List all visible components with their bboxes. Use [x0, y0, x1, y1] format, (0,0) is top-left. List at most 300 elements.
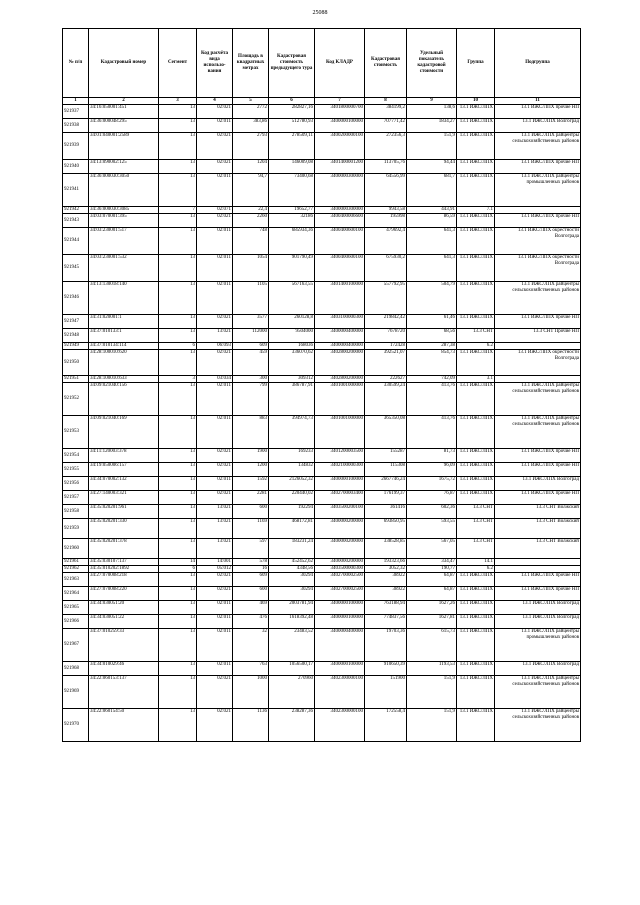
subgroup-cell: 13.3 СНТ Волжский [495, 505, 581, 519]
segment-cell: 13 [159, 119, 197, 133]
subgroup-cell: 13.1 ИЖС/ЛПХ Волгоград [495, 601, 581, 615]
subgroup-cell: 13.1 ИЖС/ЛПХ прочие НП [495, 449, 581, 463]
segment-cell: 7 [159, 207, 197, 214]
cadastral-cost-cell: 763188,94 [365, 601, 407, 615]
cadastral-cost-cell: 172428 [365, 343, 407, 350]
table-row [63, 566, 581, 573]
subgroup-cell: 13.1 ИЖС/ЛПХ райцентры сельскохозяйственных районов [495, 383, 581, 416]
group-cell: 13.1 ИЖС/ЛПХ [457, 315, 495, 329]
group-cell: 13.3 СНТ [457, 519, 495, 539]
usage-code-cell: 02:011 [197, 282, 233, 315]
subgroup-cell [495, 207, 581, 214]
previous-cost-cell: 270960 [269, 676, 315, 709]
column-number: 7 [315, 98, 365, 105]
subgroup-cell [495, 343, 581, 350]
row-id-cell: 921942 [63, 207, 89, 214]
previous-cost-cell: 238287,36 [269, 709, 315, 742]
specific-cost-cell: 742,09 [407, 376, 457, 383]
area-cell: 112000 [233, 329, 269, 343]
cadastral-cost-cell: 557792,95 [365, 282, 407, 315]
subgroup-cell [495, 559, 581, 566]
previous-cost-cell: 901790,49 [269, 255, 315, 282]
table-row [63, 615, 581, 629]
cadastral-cost-cell: 19703,36 [365, 629, 407, 662]
subgroup-cell: 13.1 ИЖС/ЛПХ прочие НП [495, 105, 581, 119]
row-id-cell: 921960 [63, 539, 89, 559]
usage-code-cell: 06:093 [197, 343, 233, 350]
area-cell: 2260 [233, 214, 269, 228]
row-id-cell: 921958 [63, 505, 89, 519]
specific-cost-cell: 76,87 [407, 491, 457, 505]
column-number: 11 [495, 98, 581, 105]
usage-code-cell: 02:011 [197, 629, 233, 662]
cadastral-cost-cell: 479692,4 [365, 228, 407, 255]
segment-cell: 13 [159, 416, 197, 449]
row-id-cell: 921959 [63, 519, 89, 539]
subgroup-cell: 13.1 ИЖС/ЛПХ окрестности Волгограда [495, 255, 581, 282]
row-id-cell: 921951 [63, 376, 89, 383]
subgroup-cell: 13.1 ИЖС/ЛПХ окрестности Волгограда [495, 350, 581, 376]
specific-cost-cell: 68,56 [407, 329, 457, 343]
table-row [63, 383, 581, 416]
kladr-code-cell: 3401200003500 [315, 449, 365, 463]
previous-cost-cell: 1618392,48 [269, 615, 315, 629]
row-id-cell: 921970 [63, 709, 89, 742]
cadastral-cost-cell: 675930,2 [365, 255, 407, 282]
group-cell: 13.1 ИЖС/ЛПХ [457, 105, 495, 119]
cadastral-cost-cell: 365350,08 [365, 416, 407, 449]
area-cell: 748 [233, 228, 269, 255]
header-cell: Группа [457, 29, 495, 98]
table-row [63, 160, 581, 174]
table-row [63, 282, 581, 315]
cadastral-number-cell: 34:27:070008:220 [89, 587, 159, 601]
area-cell: 469 [233, 601, 269, 615]
previous-cost-cell: 685934,36 [269, 228, 315, 255]
specific-cost-cell: 567,05 [407, 539, 457, 559]
specific-cost-cell: 86,59 [407, 214, 457, 228]
kladr-code-cell: 3402300000100 [315, 709, 365, 742]
cadastral-number-cell: 34:01:040001:2589 [89, 133, 159, 160]
cadastral-cost-cell: 176199,37 [365, 491, 407, 505]
specific-cost-cell: 1675,72 [407, 477, 457, 491]
usage-code-cell: 02:021 [197, 214, 233, 228]
segment-cell: 13 [159, 629, 197, 662]
row-id-cell: 921967 [63, 629, 89, 662]
previous-cost-cell: 168036 [269, 343, 315, 350]
previous-cost-cell: 183231,24 [269, 539, 315, 559]
column-number: 9 [407, 98, 457, 105]
specific-cost-cell: 334,47 [407, 559, 457, 566]
row-id-cell: 921952 [63, 383, 89, 416]
area-cell: 300 [233, 376, 269, 383]
specific-cost-cell: 138,6 [407, 105, 457, 119]
cadastral-number-cell: 34:35:020201:378 [89, 539, 159, 559]
subgroup-cell: 13.1 ИЖС/ЛПХ прочие НП [495, 214, 581, 228]
specific-cost-cell: 602,36 [407, 505, 457, 519]
cadastral-number-cell: 34:35:010202:1892 [89, 566, 159, 573]
row-id-cell: 921954 [63, 449, 89, 463]
cadastral-number-cell: 34:35:020201:330 [89, 519, 159, 539]
specific-cost-cell: 64,87 [407, 587, 457, 601]
segment-cell: 13 [159, 449, 197, 463]
previous-cost-cell: 309312 [269, 376, 315, 383]
specific-cost-cell: 81,73 [407, 449, 457, 463]
area-cell: 1900 [233, 449, 269, 463]
header-cell: Площадь в квадратных метрах [233, 29, 269, 98]
subgroup-cell: 13.1 ИЖС/ЛПХ окрестности Волгограда [495, 228, 581, 255]
group-cell: 13.1 ИЖС/ЛПХ [457, 629, 495, 662]
kladr-code-cell: 3401400001200 [315, 160, 365, 174]
previous-cost-cell: 32186 [269, 214, 315, 228]
table-row [63, 343, 581, 350]
cadastral-number-cell: 34:36:000030:3050 [89, 174, 159, 207]
group-cell: 13.1 ИЖС/ЛПХ [457, 282, 495, 315]
segment-cell: 13 [159, 315, 197, 329]
specific-cost-cell: 1627,81 [407, 615, 457, 629]
previous-cost-cell: 2126052,32 [269, 477, 315, 491]
row-id-cell: 921955 [63, 463, 89, 477]
segment-cell: 13 [159, 601, 197, 615]
subgroup-cell: 13.1 ИЖС/ЛПХ райцентры сельскохозяйственных районов [495, 133, 581, 160]
cadastral-number-cell: 34:03:230001:532 [89, 255, 159, 282]
area-cell: 3577 [233, 315, 269, 329]
previous-cost-cell: 386787,91 [269, 383, 315, 416]
segment-cell: 13 [159, 573, 197, 587]
kladr-code-cell: 3402100000300 [315, 463, 365, 477]
row-id-cell: 921961 [63, 559, 89, 566]
column-number: 6 [269, 98, 315, 105]
table-row [63, 119, 581, 133]
previous-cost-cell: 260128,8 [269, 315, 315, 329]
header-cell: Подгруппа [495, 29, 581, 98]
specific-cost-cell: 94,44 [407, 160, 457, 174]
table-row [63, 315, 581, 329]
table-row [63, 214, 581, 228]
specific-cost-cell: 593,55 [407, 519, 457, 539]
row-id-cell: 921937 [63, 105, 89, 119]
previous-cost-cell: 146009,08 [269, 160, 315, 174]
previous-cost-cell: 394974,73 [269, 416, 315, 449]
cadastral-cost-cell: 9943,58 [365, 207, 407, 214]
row-id-cell: 921945 [63, 255, 89, 282]
table-body [63, 105, 581, 742]
previous-cost-cell: 30294 [269, 587, 315, 601]
usage-code-cell: 02:011 [197, 662, 233, 676]
usage-code-cell: 02:021 [197, 133, 233, 160]
segment-cell: 13 [159, 463, 197, 477]
usage-code-cell: 02:011 [197, 174, 233, 207]
kladr-code-cell: 3403500000300 [315, 566, 365, 573]
subgroup-cell [495, 566, 581, 573]
area-cell: 1204 [233, 160, 269, 174]
cadastral-cost-cell: 64556,99 [365, 174, 407, 207]
subgroup-cell: 13.1 ИЖС/ЛПХ Волгоград [495, 477, 581, 491]
usage-code-cell: 02:021 [197, 463, 233, 477]
cadastral-number-cell: 34:37:010134:114 [89, 343, 159, 350]
usage-code-cell: 02:011 [197, 615, 233, 629]
previous-cost-cell: 4348,56 [269, 566, 315, 573]
usage-code-cell: 02:021 [197, 573, 233, 587]
usage-code-cell: 13:021 [197, 519, 233, 539]
column-number-row [63, 98, 581, 105]
table-row [63, 207, 581, 214]
specific-cost-cell: 413,76 [407, 383, 457, 416]
area-cell: 799 [233, 383, 269, 416]
kladr-code-cell: 3402300000100 [315, 676, 365, 709]
usage-code-cell: 02:021 [197, 350, 233, 376]
segment-cell: 13 [159, 709, 197, 742]
group-cell: 13.1 ИЖС/ЛПХ [457, 214, 495, 228]
previous-cost-cell: 336070,62 [269, 350, 315, 376]
area-cell: 1592 [233, 477, 269, 491]
subgroup-cell: 13.1 ИЖС/ЛПХ райцентры промышленных районов [495, 174, 581, 207]
specific-cost-cell: 96,09 [407, 463, 457, 477]
cadastral-number-cell: 34:03:070001:395 [89, 214, 159, 228]
cadastral-number-cell: 34:13:130018:140 [89, 282, 159, 315]
subgroup-cell: 13.1 ИЖС/ЛПХ прочие НП [495, 573, 581, 587]
segment-cell: 13 [159, 174, 197, 207]
cadastral-cost-cell: 774837,56 [365, 615, 407, 629]
table-row [63, 573, 581, 587]
previous-cost-cell: 134832 [269, 463, 315, 477]
usage-code-cell: 14:001 [197, 559, 233, 566]
area-cell: 1054 [233, 255, 269, 282]
cadastral-cost-cell: 384199,2 [365, 105, 407, 119]
cadastral-cost-cell: 38922 [365, 587, 407, 601]
row-id-cell: 921947 [63, 315, 89, 329]
specific-cost-cell: 190,77 [407, 566, 457, 573]
group-cell: 13.1 ИЖС/ЛПХ [457, 350, 495, 376]
usage-code-cell: 13:021 [197, 329, 233, 343]
row-id-cell: 921948 [63, 329, 89, 343]
subgroup-cell [495, 376, 581, 383]
subgroup-cell: 13.1 ИЖС/ЛПХ райцентры сельскохозяйственных районов [495, 416, 581, 449]
group-cell: 13.1 ИЖС/ЛПХ [457, 477, 495, 491]
row-id-cell: 921943 [63, 214, 89, 228]
previous-cost-cell: 169233 [269, 449, 315, 463]
header-cell: Удельный показатель кадастровой стоимости [407, 29, 457, 98]
subgroup-cell: 13.1 ИЖС/ЛПХ райцентры сельскохозяйственных районов [495, 676, 581, 709]
row-id-cell: 921963 [63, 573, 89, 587]
cadastral-cost-cell: 7678720 [365, 329, 407, 343]
row-id-cell: 921966 [63, 615, 89, 629]
cadastral-cost-cell: 392521,07 [365, 350, 407, 376]
segment-cell: 13 [159, 615, 197, 629]
table-row [63, 539, 581, 559]
usage-code-cell: 13:021 [197, 505, 233, 519]
segment-cell: 13 [159, 587, 197, 601]
table-row [63, 519, 581, 539]
area-cell: 94,7 [233, 174, 269, 207]
cadastral-cost-cell: 272356,3 [365, 133, 407, 160]
kladr-code-cell: 3400000400000 [315, 629, 365, 662]
previous-cost-cell: 452452,62 [269, 559, 315, 566]
area-cell: 597 [233, 539, 269, 559]
row-id-cell: 921940 [63, 160, 89, 174]
cadastral-number-cell: 34:37:010133:1 [89, 329, 159, 343]
previous-cost-cell: 1056500,17 [269, 662, 315, 676]
cadastral-number-cell: 34:28:100010:633 [89, 376, 159, 383]
kladr-code-cell: 3402800200000 [315, 350, 365, 376]
subgroup-cell: 13.1 ИЖС/ЛПХ прочие НП [495, 463, 581, 477]
specific-cost-cell: 413,76 [407, 416, 457, 449]
group-cell: 13.1 ИЖС/ЛПХ [457, 573, 495, 587]
subgroup-cell: 13.1 ИЖС/ЛПХ райцентры сельскохозяйственных районов [495, 709, 581, 742]
specific-cost-cell: 64,87 [407, 573, 457, 587]
usage-code-cell: 02:021 [197, 449, 233, 463]
kladr-code-cell: 3401400100000 [315, 282, 365, 315]
column-number: 1 [63, 98, 89, 105]
subgroup-cell: 13.1 ИЖС/ЛПХ райцентры промышленных районов [495, 629, 581, 662]
segment-cell: 14 [159, 559, 197, 566]
group-cell: 13.3 СНТ [457, 539, 495, 559]
group-cell: 13.1 ИЖС/ЛПХ [457, 587, 495, 601]
table-row [63, 133, 581, 160]
table-row [63, 416, 581, 449]
group-cell: 13.1 ИЖС/ЛПХ [457, 615, 495, 629]
header-cell: Сегмент [159, 29, 197, 98]
specific-cost-cell: 681,7 [407, 174, 457, 207]
group-cell: 13.1 ИЖС/ЛПХ [457, 449, 495, 463]
kladr-code-cell: 3401800000700 [315, 105, 365, 119]
cadastral-number-cell: 34:35:030107:137 [89, 559, 159, 566]
cadastral-cost-cell: 693850,95 [365, 519, 407, 539]
cadastral-cost-cell: 172558,4 [365, 709, 407, 742]
table-row [63, 559, 581, 566]
subgroup-cell: 13.1 ИЖС/ЛПХ прочие НП [495, 587, 581, 601]
column-number: 5 [233, 98, 269, 105]
subgroup-cell: 13.1 ИЖС/ЛПХ прочие НП [495, 491, 581, 505]
header-cell: Код КЛАДР [315, 29, 365, 98]
segment-cell: 13 [159, 519, 197, 539]
table-row [63, 477, 581, 491]
column-number: 8 [365, 98, 407, 105]
row-id-cell: 921964 [63, 587, 89, 601]
group-cell: 13.1 ИЖС/ЛПХ [457, 174, 495, 207]
kladr-code-cell: 3400000400000 [315, 329, 365, 343]
previous-cost-cell: 73400,68 [269, 174, 315, 207]
kladr-code-cell: 3402700002500 [315, 573, 365, 587]
kladr-code-cell: 3402800200000 [315, 376, 365, 383]
previous-cost-cell: 192294 [269, 505, 315, 519]
cadastral-cost-cell: 3052,32 [365, 566, 407, 573]
table-row [63, 505, 581, 519]
usage-code-cell: 03:034 [197, 376, 233, 383]
cadastral-cost-cell: 361416 [365, 505, 407, 519]
previous-cost-cell: 9504000 [269, 329, 315, 343]
area-cell: 600 [233, 587, 269, 601]
usage-code-cell: 02:021 [197, 709, 233, 742]
segment-cell: 3 [159, 376, 197, 383]
table-row [63, 228, 581, 255]
kladr-code-cell: 3400000100000 [315, 662, 365, 676]
row-id-cell: 921946 [63, 282, 89, 315]
previous-cost-cell: 512780,93 [269, 119, 315, 133]
cadastral-cost-cell: 155287 [365, 449, 407, 463]
kladr-code-cell: 3400200000100 [315, 133, 365, 160]
segment-cell: 6 [159, 343, 197, 350]
area-cell: 476 [233, 615, 269, 629]
previous-cost-cell: 2003781,94 [269, 601, 315, 615]
segment-cell: 13 [159, 255, 197, 282]
specific-cost-cell: 504,79 [407, 282, 457, 315]
usage-code-cell: 02:021 [197, 315, 233, 329]
area-cell: 763 [233, 662, 269, 676]
kladr-code-cell: 3403500200100 [315, 505, 365, 519]
cadastral-number-cell: 34:09:021040:169 [89, 416, 159, 449]
usage-code-cell: 02:011 [197, 255, 233, 282]
usage-code-cell: 02:011 [197, 477, 233, 491]
usage-code-cell: 02:011 [197, 228, 233, 255]
group-cell: 13.1 ИЖС/ЛПХ [457, 119, 495, 133]
previous-cost-cell: 567163,55 [269, 282, 315, 315]
table-row [63, 376, 581, 383]
area-cell: 578 [233, 559, 269, 566]
group-cell: 13.1 ИЖС/ЛПХ [457, 416, 495, 449]
cadastral-number-cell: 34:35:020201:961 [89, 505, 159, 519]
cadastral-number-cell: 34:27:140003:321 [89, 491, 159, 505]
cadastral-number-cell: 34:13:090002:125 [89, 160, 159, 174]
row-id-cell: 921965 [63, 601, 89, 615]
area-cell: 1105 [233, 282, 269, 315]
segment-cell: 13 [159, 662, 197, 676]
subgroup-cell: 13.1 ИЖС/ЛПХ Волгоград [495, 615, 581, 629]
specific-cost-cell: 287,38 [407, 343, 457, 350]
row-id-cell: 921962 [63, 566, 89, 573]
segment-cell: 13 [159, 228, 197, 255]
subgroup-cell: 13.1 ИЖС/ЛПХ прочие НП [495, 315, 581, 329]
group-cell: 7.1 [457, 207, 495, 214]
header-cell: № п/п [63, 29, 89, 98]
cadastral-cost-cell: 222627 [365, 376, 407, 383]
segment-cell: 13 [159, 477, 197, 491]
specific-cost-cell: 151,9 [407, 676, 457, 709]
subgroup-cell: 13.1 ИЖС/ЛПХ Волгоград [495, 119, 581, 133]
cadastral-cost-cell: 219842,42 [365, 315, 407, 329]
column-number: 2 [89, 98, 159, 105]
kladr-code-cell: 3400400006600 [315, 214, 365, 228]
header-cell: Кадастровая стоимость предыдущего тура [269, 29, 315, 98]
group-cell: 13.1 ИЖС/ЛПХ [457, 491, 495, 505]
specific-cost-cell: 641,3 [407, 255, 457, 282]
kladr-code-cell: 3403100000300 [315, 315, 365, 329]
previous-cost-cell: 282827,16 [269, 105, 315, 119]
table-row [63, 587, 581, 601]
subgroup-cell: 13.1 ИЖС/ЛПХ райцентры сельскохозяйственных районов [495, 282, 581, 315]
kladr-code-cell: 3400000300000 [315, 174, 365, 207]
cadastral-number-cell: 34:34:070002:132 [89, 477, 159, 491]
previous-cost-cell: 30294 [269, 573, 315, 587]
cadastral-number-cell: 34:36:000048:295 [89, 119, 159, 133]
kladr-code-cell: 3400000200000 [315, 539, 365, 559]
specific-cost-cell: 443,91 [407, 207, 457, 214]
area-cell: 2793 [233, 133, 269, 160]
kladr-code-cell: 3401001000000 [315, 416, 365, 449]
segment-cell: 13 [159, 133, 197, 160]
cadastral-number-cell: 34:31:020001:1 [89, 315, 159, 329]
header-cell: Код расчёта вида использо-вания [197, 29, 233, 98]
group-cell: 13.3 СНТ [457, 329, 495, 343]
previous-cost-cell: 19652,77 [269, 207, 315, 214]
group-cell: 13.1 ИЖС/ЛПХ [457, 228, 495, 255]
cadastral-cost-cell: 910650,39 [365, 662, 407, 676]
specific-cost-cell: 151,9 [407, 133, 457, 160]
specific-cost-cell: 1834,27 [407, 119, 457, 133]
segment-cell: 13 [159, 350, 197, 376]
usage-code-cell: 02:021 [197, 105, 233, 119]
subgroup-cell: 13.1 ИЖС/ЛПХ Волгоград [495, 662, 581, 676]
